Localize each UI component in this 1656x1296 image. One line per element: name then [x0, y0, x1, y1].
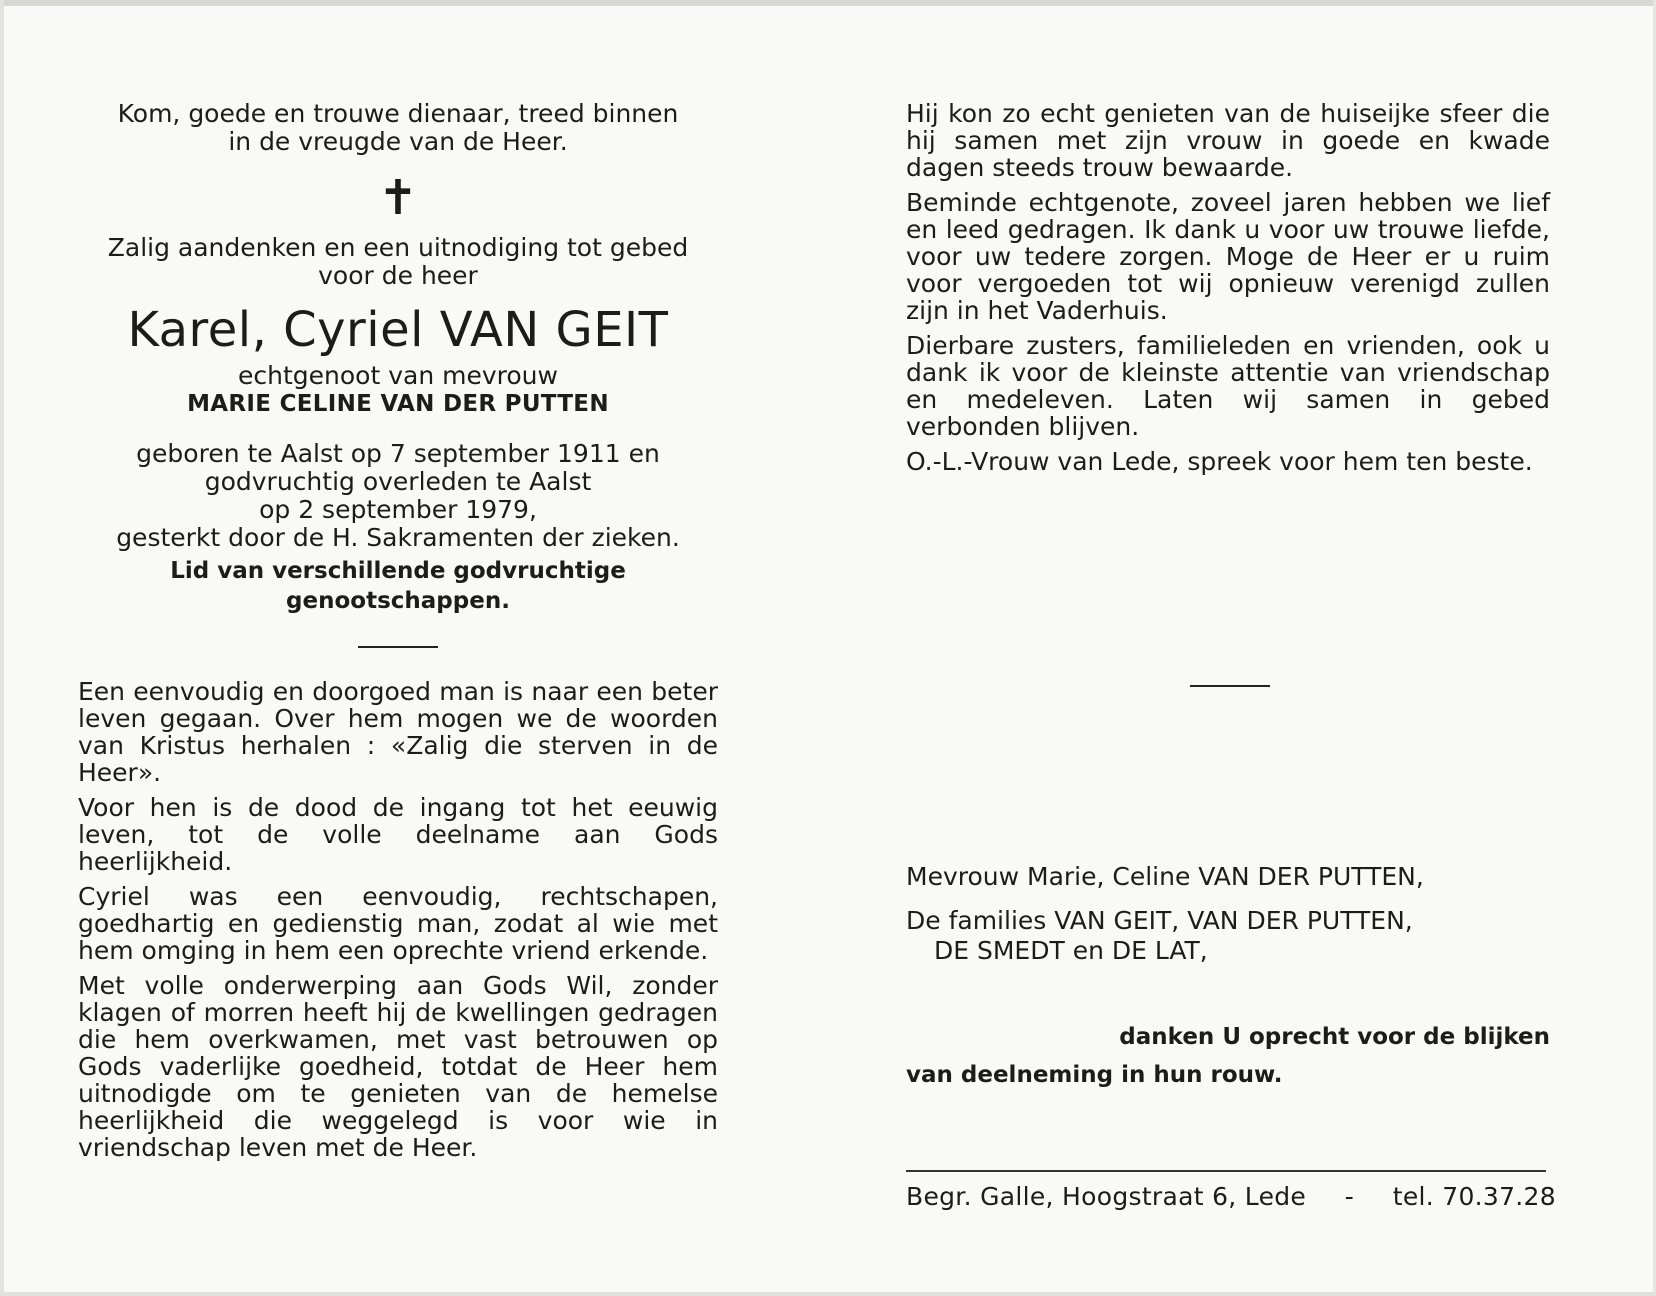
divider [358, 646, 438, 648]
paragraph: Met volle onderwerping aan Gods Wil, zonder klagen of morren heeft hij de kwellingen gedragen die hem overkwamen, met vast betrouwen op Gods vaderlijke goedheid, totdat de Heer hem uitnodigde om te genieten van de hemelse heerlijkheid die weggelegd is voor wie in vriendschap leven met de Heer. [78, 971, 718, 1162]
left-page [78, 100, 718, 1169]
member-line: genootschappen. [286, 588, 510, 614]
printer-phone: tel. 70.37.28 [1392, 1182, 1556, 1211]
printer-address: Begr. Galle, Hoogstraat 6, Lede [906, 1182, 1307, 1211]
printer-separator: - [1344, 1182, 1355, 1211]
motto-line: Kom, goede en trouwe dienaar, treed binnen [117, 99, 679, 128]
top-edge [0, 0, 1656, 6]
bio-line: geboren te Aalst op 7 september 1911 en [136, 439, 660, 468]
motto [78, 100, 718, 156]
biography [78, 440, 718, 552]
thanks-line: van deelneming in hun rouw. [906, 1062, 1283, 1088]
printer-imprint [906, 1182, 1556, 1212]
intro [78, 234, 718, 290]
bio-line: godvruchtig overleden te Aalst [204, 467, 592, 496]
left-edge [0, 0, 4, 1296]
bio-line: gesterkt door de H. Sakramenten der zieken. [116, 523, 680, 552]
intro-line: voor de heer [318, 261, 478, 290]
thanks-line: danken U oprecht voor de blijken [1119, 1024, 1550, 1050]
right-page [906, 100, 1550, 483]
thanks-from-families [906, 906, 1550, 966]
deceased-name: Karel, Cyriel VAN GEIT [127, 302, 669, 358]
footer-divider [906, 1170, 1546, 1172]
member-line: Lid van verschillende godvruchtige [170, 558, 626, 584]
cross-icon: ✝ [377, 170, 419, 226]
membership [78, 556, 718, 616]
paragraph: Een eenvoudig en doorgoed man is naar een beter leven gegaan. Over hem mogen we de woorden van Kristus herhalen : «Zalig die sterven in de Heer». [78, 677, 718, 787]
thanks-message [906, 1018, 1550, 1094]
paragraph: Hij kon zo echt genieten van de huiseijke sfeer die hij samen met zijn vrouw in goede en kwade dagen steeds trouw bewaarde. [906, 99, 1550, 182]
paragraph: O.-L.-Vrouw van Lede, spreek voor hem ten beste. [906, 447, 1533, 476]
thanks-from-widow: Mevrouw Marie, Celine VAN DER PUTTEN, [906, 862, 1424, 891]
bio-line: op 2 september 1979, [259, 495, 537, 524]
spouse-label: echtgenoot van mevrouw [238, 361, 558, 390]
paragraph: Voor hen is de dood de ingang tot het eeuwig leven, tot de volle deelname aan Gods heerlijkheid. [78, 793, 718, 876]
families-line: De families VAN GEIT, VAN DER PUTTEN, [906, 906, 1413, 935]
spouse-name: MARIE CELINE VAN DER PUTTEN [187, 391, 609, 417]
paragraph: Beminde echtgenote, zoveel jaren hebben we lief en leed gedragen. Ik dank u voor uw trouwe liefde, voor uw tedere zorgen. Moge de Heer er u ruim voor vergoeden tot wij opnieuw verenigd zullen zijn in het Vaderhuis. [906, 188, 1550, 325]
bottom-edge [0, 1292, 1656, 1296]
motto-line: in de vreugde van de Heer. [228, 127, 568, 156]
paragraph: Dierbare zusters, familieleden en vrienden, ook u dank ik voor de kleinste attentie van vriendschap en medeleven. Laten wij samen in gebed verbonden blijven. [906, 331, 1550, 441]
paragraph: Cyriel was een eenvoudig, rechtschapen, goedhartig en gedienstig man, zodat al wie met hem omging in hem een oprechte vriend erkende. [78, 882, 718, 965]
divider [1190, 685, 1270, 687]
intro-line: Zalig aandenken en een uitnodiging tot gebed [107, 233, 689, 262]
families-line: DE SMEDT en DE LAT, [934, 936, 1208, 965]
